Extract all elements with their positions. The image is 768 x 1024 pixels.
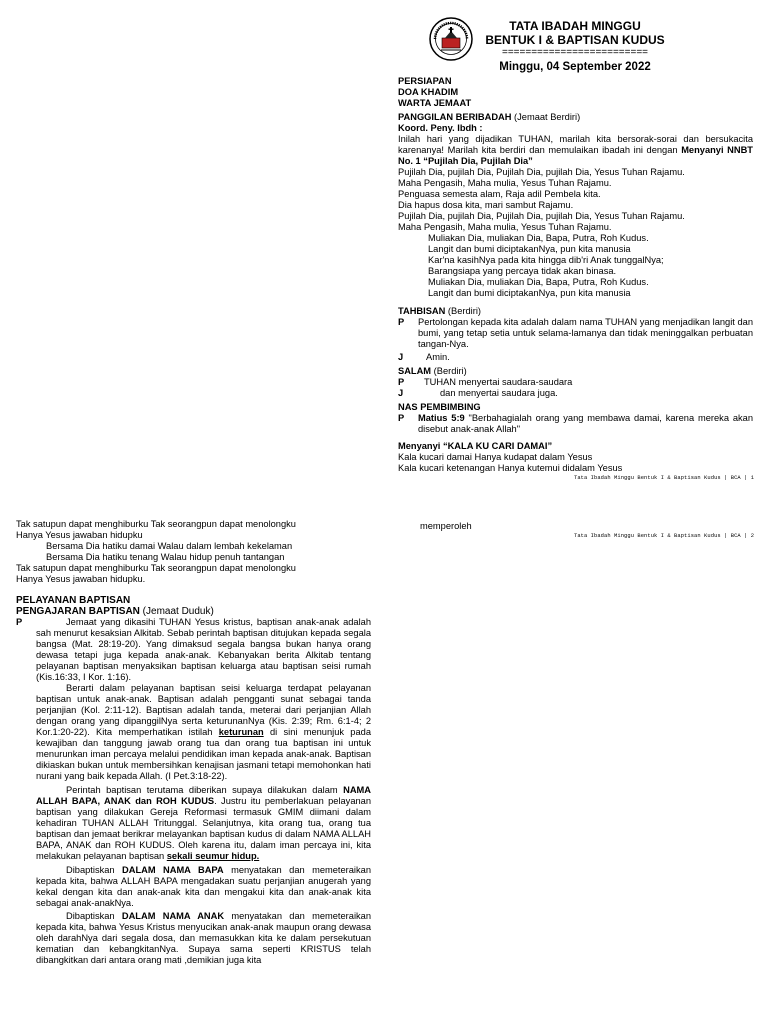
song-line: Dia hapus dosa kita, mari sambut Rajamu. [398,200,574,210]
service-date: Minggu, 04 September 2022 [499,61,651,73]
song-chorus-line: Kar'na kasihNya pada kita hingga dib'ri Anak tunggalNya; [428,255,664,265]
para4-dalam-nama-bapa: DALAM NAMA BAPA [122,865,224,875]
song-chorus-line: Langit dan bumi diciptakanNya, pun kita manusia [428,244,631,254]
speaker-label-p: P [16,617,23,627]
church-seal-logo [429,17,473,66]
song-chorus-line: Muliakan Dia, muliakan Dia, Bapa, Putra, Roh Kudus. [428,277,649,287]
section-doa-khadim: DOA KHADIM [398,87,459,97]
nas-reference: Matius 5:9 [418,413,465,423]
church-seal-icon [429,17,473,61]
intro-paragraph [398,134,753,167]
song-line: Tak satupun dapat menghiburku Tak seorangpun dapat menolongku [16,519,296,529]
tahbisan-heading-line [398,306,753,317]
speaker-label-p: P [398,317,405,327]
para3-sekali-seumur-hidup: sekali seumur hidup. [166,851,260,861]
title-line-2: BENTUK I & BAPTISAN KUDUS [485,33,665,47]
song-line: Pujilah Dia, pujilah Dia, Pujilah Dia, pujilah Dia, Yesus Tuhan Rajamu. [398,211,685,221]
menyanyi-line: Kala kucari ketenangan Hanya kutemui didalam Yesus [398,463,623,473]
para2-text-b: di sini menunjuk pada kewajiban dan tanggung jawab orang tua dan orang tua baptisan ini untuk menurunkan iman percaya melalui pendidikan iman kepada anak-anak. Baptisan dikiaskan bukan untuk membersihkan kenajisan jasmani tetapi memohonkan hati nurani yang baik kepada Allah. (I Pet.3:18-22). [36,727,371,781]
menyanyi-heading: Menyanyi “KALA KU CARI DAMAI” [398,441,553,451]
para2-text-a: Berarti dalam pelayanan baptisan seisi keluarga terdapat pelayanan baptisan untuk anak-anak. Baptisan adalah pengganti sunat sebagai tanda perjanjian (Kol. 2:11-12). Baptisan adalah tanda, meterai dari perjanjian Allah dengan orang yang dipanggilNya serta keturunanNya (Kis. 2:39; Rm. 6:1-4; 2 Kor.1:20-22). Kita memperhatikan istilah [36,683,371,737]
title-separator: ========================= [502,47,648,58]
panggilan-note: (Jemaat Berdiri) [511,112,581,122]
song-line: Penguasa semesta alam, Raja adil Pembela kita. [398,189,601,199]
song-chorus-line: Muliakan Dia, muliakan Dia, Bapa, Putra, Roh Kudus. [428,233,649,243]
intro-song-title: Menyanyi NNBT No. 1 “Pujilah Dia, Pujilah Dia” [398,145,753,166]
pelayanan-heading: PELAYANAN BAPTISAN [16,595,131,606]
koord-label: Koord. Peny. Ibdh : [398,123,483,133]
nas-p-row [398,413,753,435]
nas-heading: NAS PEMBIMBING [398,402,481,412]
song-indent-line: Bersama Dia hatiku damai Walau dalam lembah kekelaman [46,541,293,551]
pengajaran-heading-line [16,606,371,617]
pengajaran-heading: PENGAJARAN BAPTISAN [16,606,140,617]
song-line: Pujilah Dia, pujilah Dia, Pujilah Dia, pujilah Dia, Yesus Tuhan Rajamu. [398,167,685,177]
continuation-text: memperoleh [420,521,472,531]
intro-text: Inilah hari yang dijadikan TUHAN, marilah kita bersorak-sorai dan bersukacita karenanya! Marilah kita berdiri dan memulaikan ibadah ini dengan [398,134,753,155]
para3-text-a: Perintah baptisan terutama diberikan supaya dilakukan dalam [66,785,344,795]
title-line-1: TATA IBADAH MINGGU [509,19,641,33]
page2-content [16,519,371,966]
tahbisan-p-row [398,317,753,350]
song-line: Hanya Yesus jawaban hidupku [16,530,143,540]
page2-footer: Tata Ibadah Minggu Bentuk I & Baptisan Kudus | BCA | 2 [574,533,755,539]
salam-heading: SALAM [398,366,432,376]
pengajaran-body [36,617,371,966]
para2-keturunan: keturunan [218,727,264,737]
page1-content [398,76,753,474]
salam-heading-line [398,366,753,377]
tahbisan-heading: TAHBISAN [398,306,446,316]
tahbisan-j-row [398,352,753,363]
pengajaran-note: (Jemaat Duduk) [139,606,214,617]
para3-text-b: . Justru itu pemberlakuan pelayanan baptisan yang dilakukan Gereja Reformasi termasuk GMIM diimani dalam kehadiran TUHAN ALLAH Tritunggal. Selanjutnya, kita orang tua, orang tua baptisan dan jemaat berikrar melayankan baptisan kudus di dalam NAMA ALLAH BAPA, ANAK dan ROH KUDUS. Oleh karena itu, dalam iman percaya ini, kita melakukan pelayanan baptisan [36,796,371,861]
para4-text-a: Dibaptiskan [66,865,123,875]
salam-p-row [398,377,753,388]
salam-j-row [398,388,753,399]
song-line: Hanya Yesus jawaban hidupku. [16,574,146,584]
nas-text: "Berbahagialah orang yang membawa damai, karena mereka akan disebut anak-anak Allah" [418,413,753,434]
section-persiapan: PERSIAPAN [398,76,452,86]
para5-dalam-nama-anak: DALAM NAMA ANAK [121,911,225,921]
pengajaran-p-row [16,617,371,966]
song-chorus-line: Barangsiapa yang percaya tidak akan binasa. [428,266,617,276]
speaker-label-j: J [398,388,404,398]
pengajaran-paragraph-2 [36,683,371,782]
panggilan-heading: PANGGILAN BERIBADAH [398,112,512,122]
tahbisan-p-text: Pertolongan kepada kita adalah dalam nama TUHAN yang menjadikan langit dan bumi, yang tetap setia untuk selama-lamanya dan tidak meninggalkan perbuatan tangan-Nya. [418,317,753,349]
salam-note: (Berdiri) [431,366,467,376]
menyanyi-line: Kala kucari damai Hanya kudapat dalam Yesus [398,452,593,462]
panggilan-heading-line [398,112,753,123]
tahbisan-j-text: Amin. [426,352,450,362]
salam-p-text: TUHAN menyertai saudara-saudara [424,377,573,387]
tahbisan-note: (Berdiri) [445,306,481,316]
salam-j-text: dan menyertai saudara juga. [440,388,558,398]
pengajaran-paragraph-5 [36,911,371,966]
speaker-label-p: P [398,413,405,423]
page1-footer: Tata Ibadah Minggu Bentuk I & Baptisan Kudus | BCA | 1 [574,475,755,481]
nas-text-block [418,413,753,435]
song-indent-line: Bersama Dia hatiku tenang Walau hidup penuh tantangan [46,552,285,562]
pengajaran-paragraph-4 [36,865,371,909]
para5-text-a: Dibaptiskan [66,911,122,921]
speaker-label-j: J [398,352,404,362]
song-line: Maha Pengasih, Maha mulia, Yesus Tuhan Rajamu. [398,178,612,188]
para4-text-b: menyatakan dan memeteraikan kepada kita, bahwa ALLAH BAPA mengadakan suatu perjanjian anugerah yang kekal dengan kita dan anak-anak kita dan mengakui kita dan anak-anak kita sebagai anak-anakNya. [36,865,371,908]
speaker-label-p: P [398,377,405,387]
section-warta-jemaat: WARTA JEMAAT [398,98,472,108]
pengajaran-paragraph-1: Jemaat yang dikasihi TUHAN Yesus kristus, baptisan anak-anak adalah sah menurut kesaksian Alkitab. Sebab perintah baptisan ditujukan kepada segala bangsa (Mat. 28:19-20). Yang dimaksud segala bangsa bukan hanya orang dewasa tetapi juga kepada anak-anak. Kebanyakan berita Alkitab tentang pelayanan baptisan menyaksikan baptisan keluarga atau baptisan seisi rumah (Kis.16:33, I Kor. 1:16). [36,617,371,682]
document-title [484,19,666,74]
song-line: Maha Pengasih, Maha mulia, Yesus Tuhan Rajamu. [398,222,612,232]
pengajaran-paragraph-3 [36,785,371,862]
song-chorus-line: Langit dan bumi diciptakanNya, pun kita manusia [428,288,631,298]
para5-text-b: menyatakan dan memeteraikan kepada kita, bahwa Yesus Kristus menyucikan anak-anak maupun orang dewasa oleh darahNya dari segala dosa, dan memasukkan kita ke dalam persekutuan kematian dan kebangkitanNya. Supaya sama seperti KRISTUS telah dibangkitkan dari antara orang mati ,demikian juga kita [36,911,371,965]
song-line: Tak satupun dapat menghiburku Tak seorangpun dapat menolongku [16,563,296,573]
para3-trinity: NAMA ALLAH BAPA, ANAK dan ROH KUDUS [36,785,371,806]
